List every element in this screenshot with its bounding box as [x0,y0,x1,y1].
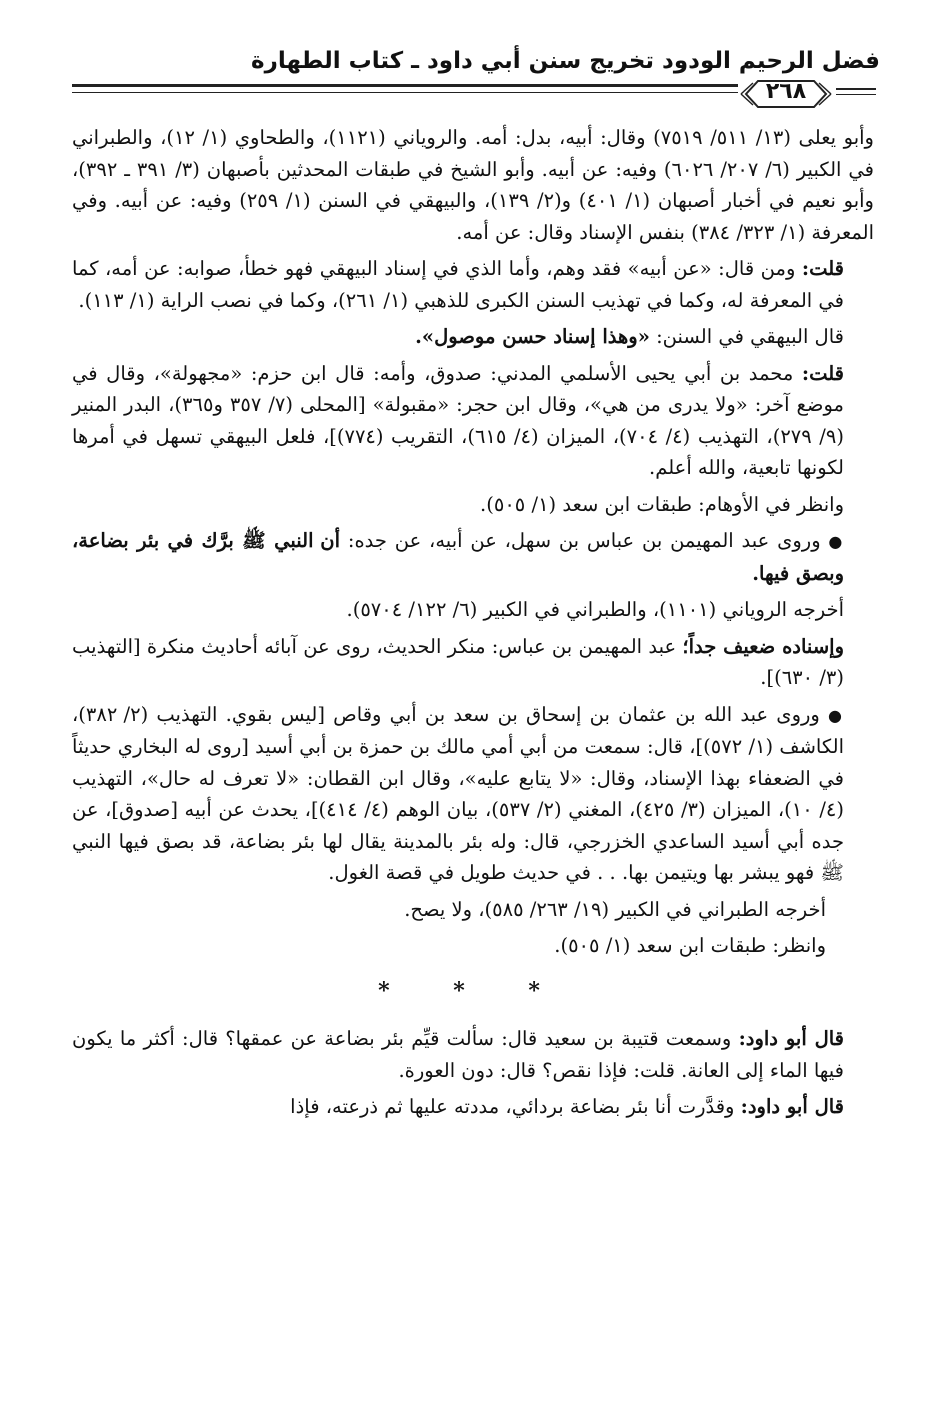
paragraph-text: وانظر في الأوهام: طبقات ابن سعد (١/ ٥٠٥). [480,492,844,516]
running-title: فضل الرحيم الودود تخريج سنن أبي داود ـ كتاب الطهارة [251,48,880,74]
page-body [72,122,874,1128]
paragraph-takhrij-3 [72,894,874,926]
paragraph-text: وانظر: طبقات ابن سعد (١/ ٥٠٥). [554,934,826,957]
paragraph-text: وقدَّرت أنا بئر بضاعة بردائي، مددته عليها ثم ذرعته، فإذا [290,1095,741,1118]
paragraph-text: محمد بن أبي يحيى الأسلمي المدني: صدوق، وأمه: قال ابن حزم: «مجهولة»، وقال في موضع آخر: «ولا يدرى من هي»، وقال ابن حجر: «مقبولة» [المحلى (٧/ ٣٥٧ و٣٦٥)، البدر المنير (٩/ ٢٧٩)، التهذيب (٤/ ٧٠٤)، الميزان (٤/ ٦١٥)، التقريب (٧٧٤)]، فلعل البيهقي تسهل في أمرها لكونها تابعية، والله أعلم. [72,361,844,479]
comment-lead: قلت: [801,361,844,385]
paragraph-text: وروى عبد المهيمن بن عباس بن سهل، عن أبيه، عن جده: [340,529,829,552]
abu-dawud-lead: قال أبو داود: [738,1027,845,1050]
page-number: ٢٦٨ [765,79,807,104]
paragraph-abu-dawud [72,1023,874,1086]
header-rule-right-top [836,88,876,90]
bullet-icon: ● [828,532,844,551]
paragraph-takhrij [72,122,874,248]
grading-lead: وإسناده ضعيف جداً؛ [682,634,844,658]
paragraph-text: وأبو يعلى (١٣/ ٥١١/ ٧٥١٩) وقال: أبيه، بدل: أمه. والروياني (١١٢١)، والطحاوي (١/ ١٢)، والطبراني في الكبير (٦/ ٢٠٧/ ٦٠٢٦) وفيه: عن أبيه. وأبو الشيخ في طبقات المحدثين بأصبهان (٣/ ٣٩١ ـ ٣٩٢)، وأبو نعيم في أخبار أصبهان (١/ ٤٠١) و(٢/ ١٣٩)، والبيهقي في السنن (١/ ٢٥٩) وفيه: عن أبيه. وفي المعرفة (١/ ٣٢٣/ ٣٨٤) بنفس الإسناد وقال: عن أمه. [72,126,874,244]
paragraph-text: قال البيهقي في السنن: [649,325,844,348]
page-header [0,0,950,120]
paragraph-see-also-2 [72,930,874,962]
bullet-icon: ● [828,705,844,725]
paragraph-text: ومن قال: «عن أبيه» فقد وهم، وأما الذي في إسناد البيهقي فهو خطأ، صوابه: عن أمه، كما في المعرفة له، وكما في تهذيب السنن الكبرى للذهبي (١/ ٢٦١)، وكما في نصب الراية (١/ ١١٣). [72,257,844,312]
paragraph-text: وروى عبد الله بن عثمان بن إسحاق بن سعد بن أبي وقاص [ليس بقوي. التهذيب (٢/ ٣٨٢)، الكاشف (١/ ٥٧٢)]، قال: سمعت من أبي أمي مالك بن حمزة بن أبي أسيد [روى له البخاري حديثاً في الضعفاء بهذا الإسناد، وقال: «لا يتابع عليه»، وقال ابن القطان: «لا تعرف له حال»، التهذيب (٤/ ١٠)، الميزان (٣/ ٤٢٥)، المغني (٢/ ٥٣٧)، بيان الوهم (٤/ ٤١٤)]، يحدث عن أبيه [صدوق]، عن جده أبي أسيد الساعدي الخزرجي، قال: وله بئر بالمدينة يقال لها بئر بضاعة، قد بصق فيها النبي ﷺ فهو يبشر بها ويتيمن بها. . . في حديث طويل في قصة الغول. [72,702,844,884]
bayhaqi-quote: «وهذا إسناد حسن موصول». [415,325,650,348]
abu-dawud-lead: قال أبو داود: [740,1095,844,1118]
paragraph-text: وسمعت قتيبة بن سعيد قال: سألت قيِّم بئر بضاعة عن عمقها؟ قال: أكثر ما يكون فيها الماء إلى العانة. قلت: فإذا نقص؟ قال: دون العورة. [72,1027,844,1082]
header-rule-bottom [72,92,738,93]
comment-lead: قلت: [801,257,844,280]
section-divider: * * * [378,977,568,1004]
paragraph-narration [72,525,874,589]
page-number-badge [740,77,832,111]
paragraph-text: أخرجه الطبراني في الكبير (١٩/ ٢٦٣/ ٥٨٥)، ولا يصح. [404,897,826,921]
paragraph-text: أخرجه الروياني (١١٠١)، والطبراني في الكبير (٦/ ١٢٢/ ٥٧٠٤). [346,598,844,621]
hadith-text: أن النبي ﷺ برَّك في بئر بضاعة، وبصق فيها. [72,529,844,585]
paragraph-bayhaqi [72,321,874,353]
paragraph-comment [72,253,874,316]
paragraph-text: عبد المهيمن بن عباس: منكر الحديث، روى عن آبائه أحاديث منكرة [التهذيب (٣/ ٦٣٠)]. [72,634,844,689]
paragraph-narration-2 [72,699,874,889]
paragraph-grading [72,631,874,694]
paragraph-takhrij-2 [72,594,874,626]
header-rule-right-bottom [836,94,876,95]
paragraph-see-also [72,489,874,521]
paragraph-abu-dawud-2 [72,1091,874,1123]
paragraph-comment-2 [72,358,874,484]
header-rule-top [72,84,738,87]
